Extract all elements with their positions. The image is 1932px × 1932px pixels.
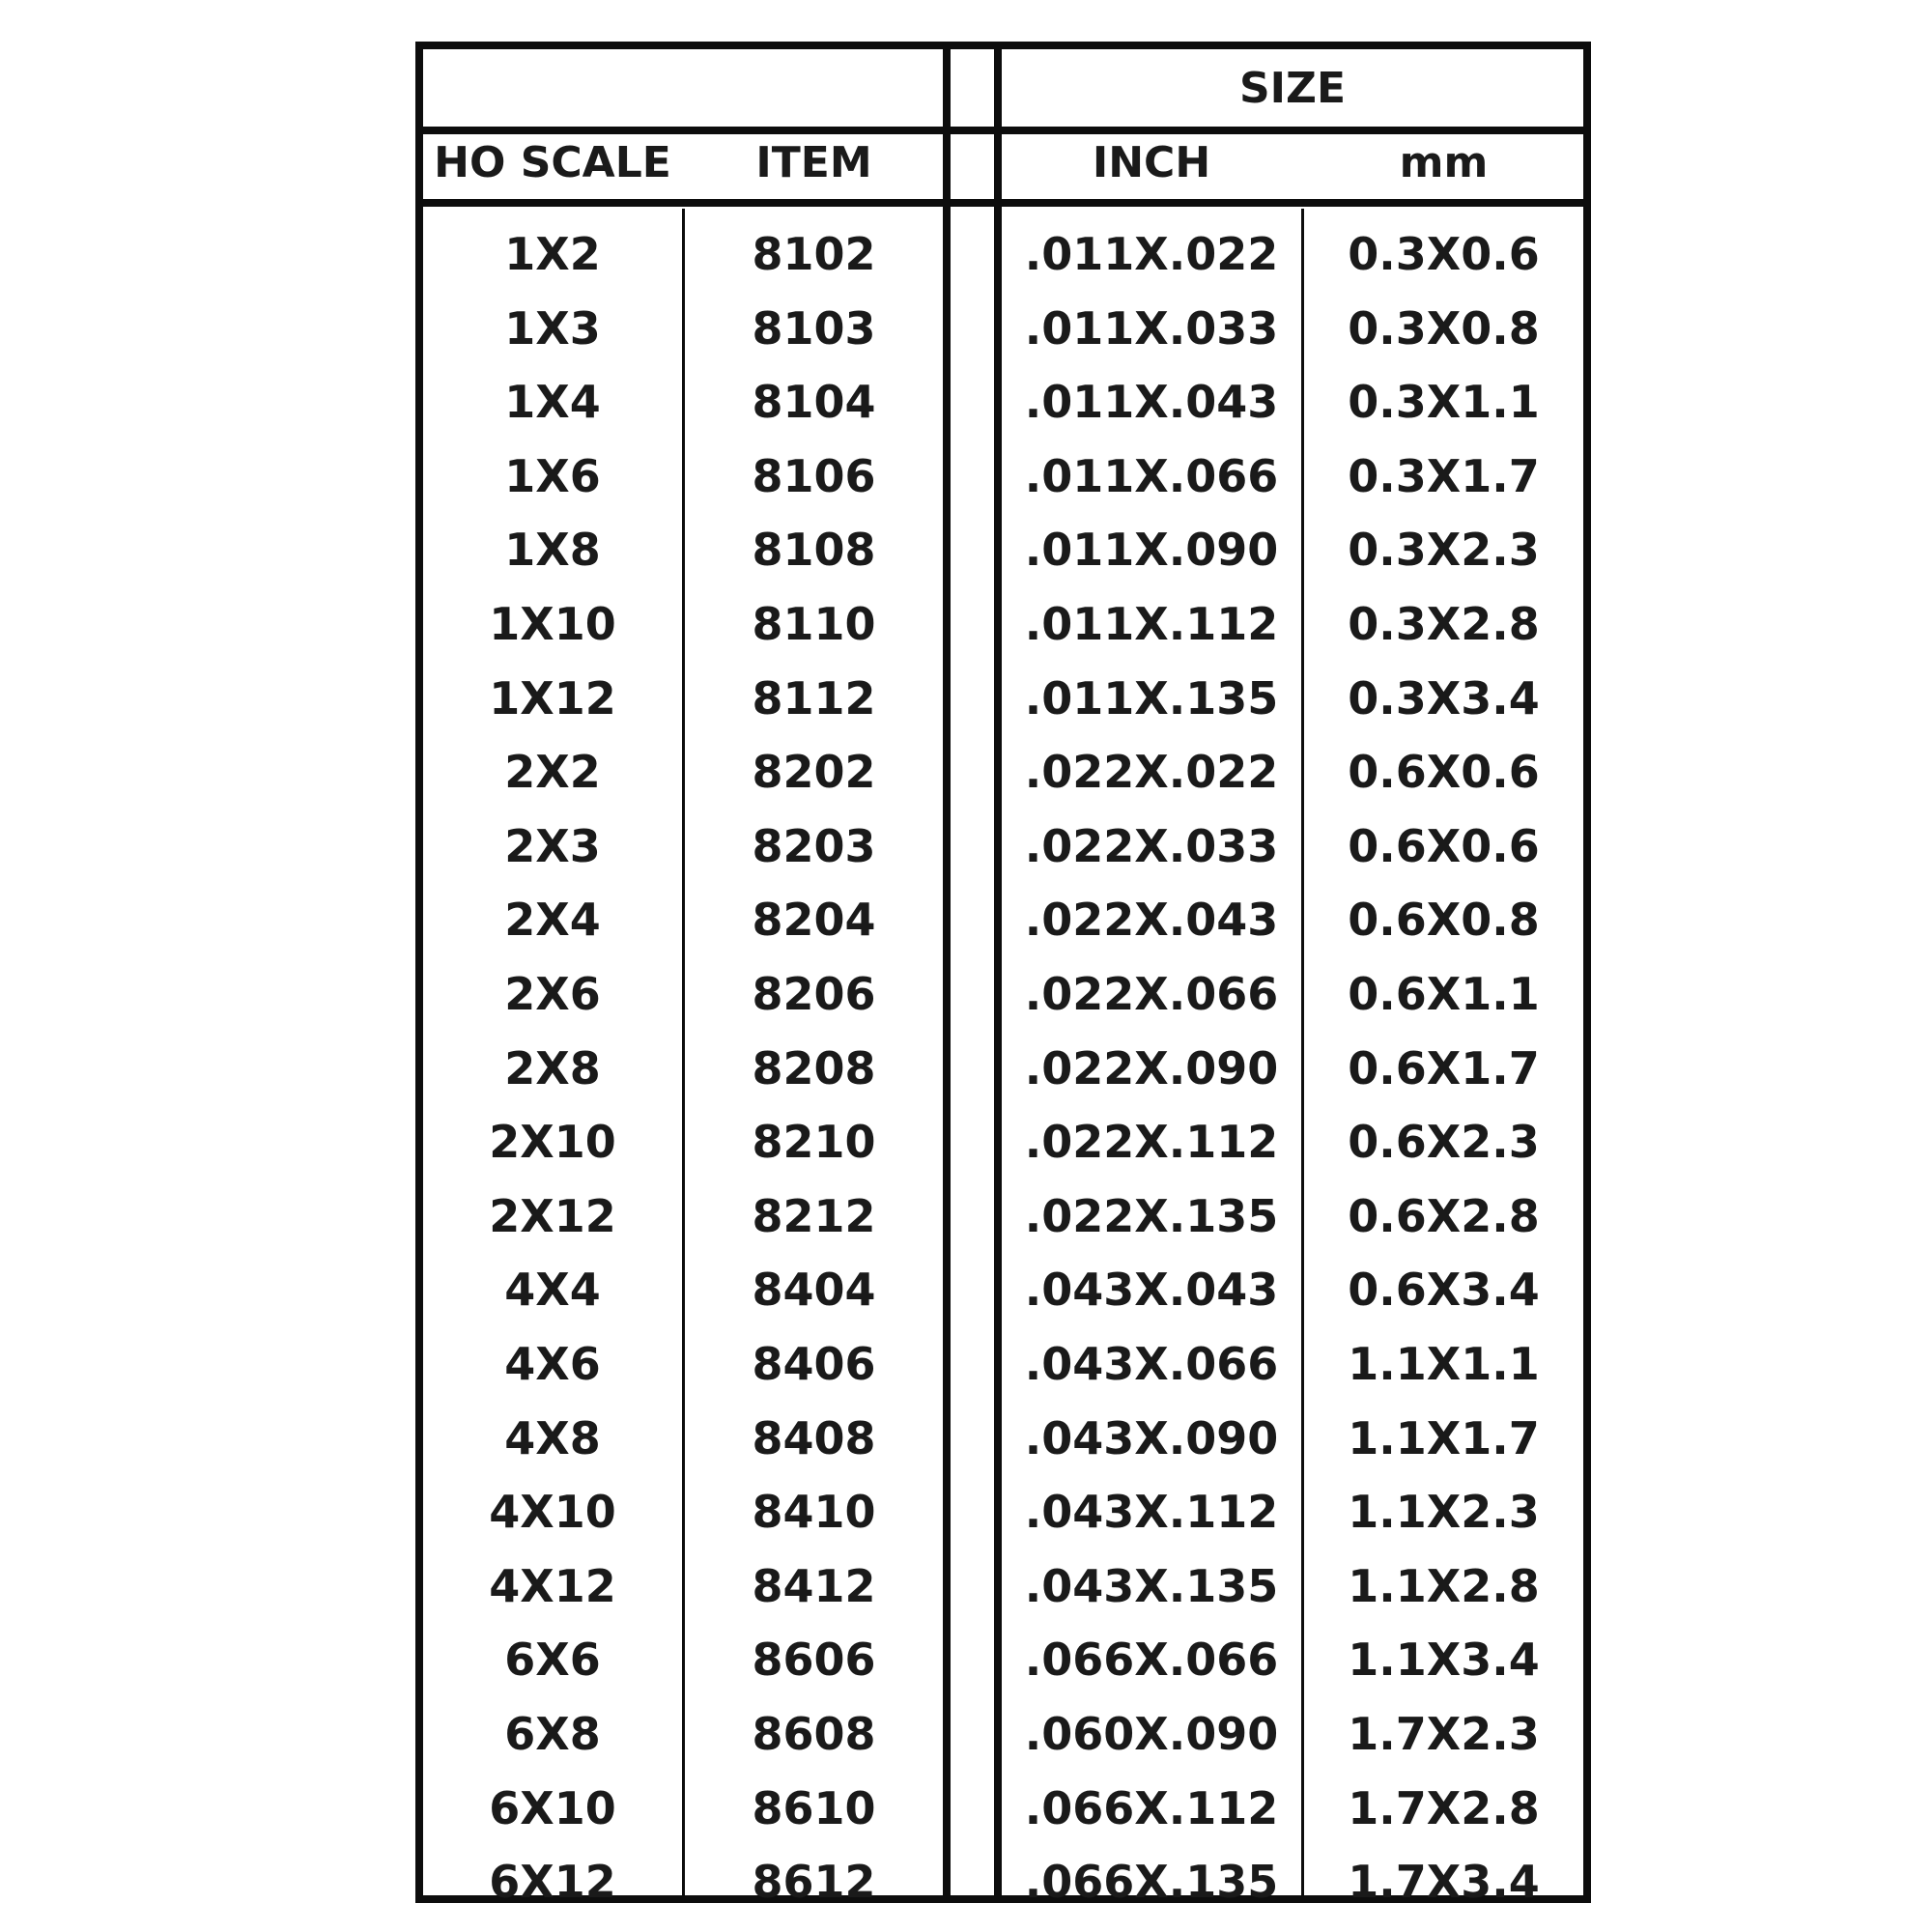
cell-mm: 0.3X2.8 xyxy=(1348,598,1540,650)
cell-item: 8406 xyxy=(752,1338,876,1390)
table-row xyxy=(423,513,1583,586)
cell-mm: 0.3X0.8 xyxy=(1348,301,1540,355)
cell-ho-scale: 6X12 xyxy=(489,1856,616,1909)
cell-item: 8208 xyxy=(752,1041,876,1094)
cell-mm: 0.3X1.7 xyxy=(1348,449,1540,502)
cell-inch: .043X.090 xyxy=(1024,1411,1279,1464)
cell-mm: 1.1X2.3 xyxy=(1348,1486,1540,1539)
cell-inch: .022X.043 xyxy=(1024,894,1279,947)
header-inch: INCH xyxy=(1092,138,1211,187)
cell-inch: .011X.066 xyxy=(1024,449,1279,502)
cell-mm: 0.3X0.6 xyxy=(1348,228,1540,280)
cell-mm: 1.1X3.4 xyxy=(1348,1634,1540,1687)
table-row xyxy=(423,1402,1583,1475)
size-table xyxy=(415,42,1591,1909)
cell-item: 8212 xyxy=(752,1189,876,1242)
cell-item: 8202 xyxy=(752,746,876,799)
header-mm: mm xyxy=(1399,138,1489,187)
cell-ho-scale: 4X8 xyxy=(504,1411,601,1464)
table-row xyxy=(423,662,1583,735)
cell-ho-scale: 4X10 xyxy=(489,1486,616,1539)
cell-item: 8612 xyxy=(752,1856,876,1909)
cell-ho-scale: 6X8 xyxy=(504,1708,601,1760)
cell-mm: 0.6X3.4 xyxy=(1348,1264,1540,1317)
table-row xyxy=(423,1032,1583,1105)
cell-ho-scale: 1X12 xyxy=(489,671,616,724)
cell-inch: .060X.090 xyxy=(1024,1708,1279,1760)
cell-item: 8104 xyxy=(752,376,876,429)
cell-inch: .011X.135 xyxy=(1024,671,1279,724)
cell-mm: 0.6X2.3 xyxy=(1348,1116,1540,1169)
table-row xyxy=(423,1697,1583,1771)
cell-inch: .043X.066 xyxy=(1024,1338,1279,1390)
cell-inch: .011X.022 xyxy=(1024,228,1279,280)
cell-item: 8410 xyxy=(752,1486,876,1539)
cell-ho-scale: 2X8 xyxy=(504,1041,601,1094)
cell-inch: .022X.112 xyxy=(1024,1116,1279,1169)
cell-inch: .043X.135 xyxy=(1024,1559,1279,1612)
table-row xyxy=(423,1623,1583,1696)
cell-inch: .022X.022 xyxy=(1024,746,1279,799)
table-row xyxy=(423,440,1583,513)
cell-ho-scale: 2X12 xyxy=(489,1189,616,1242)
cell-item: 8606 xyxy=(752,1634,876,1687)
cell-item: 8204 xyxy=(752,894,876,947)
cell-ho-scale: 2X10 xyxy=(489,1116,616,1169)
table-row xyxy=(423,292,1583,365)
table-row xyxy=(423,365,1583,439)
table-row xyxy=(423,587,1583,661)
cell-mm: 0.6X1.1 xyxy=(1348,968,1540,1020)
cell-mm: 1.1X1.7 xyxy=(1348,1411,1540,1464)
table-row xyxy=(423,810,1583,883)
cell-inch: .011X.112 xyxy=(1024,598,1279,650)
header-ho-scale: HO SCALE xyxy=(434,138,671,187)
cell-item: 8206 xyxy=(752,968,876,1020)
cell-item: 8404 xyxy=(752,1264,876,1317)
cell-ho-scale: 2X6 xyxy=(504,968,601,1020)
cell-ho-scale: 1X4 xyxy=(504,376,601,429)
table-row xyxy=(423,883,1583,956)
cell-ho-scale: 6X6 xyxy=(504,1634,601,1687)
table-row xyxy=(423,1845,1583,1918)
table-row xyxy=(423,1179,1583,1253)
cell-ho-scale: 4X6 xyxy=(504,1338,601,1390)
cell-item: 8102 xyxy=(752,228,876,280)
cell-item: 8203 xyxy=(752,819,876,872)
table-row xyxy=(423,1105,1583,1179)
cell-mm: 0.3X1.1 xyxy=(1348,376,1540,429)
cell-mm: 0.6X0.6 xyxy=(1348,746,1540,799)
cell-ho-scale: 4X12 xyxy=(489,1559,616,1612)
cell-mm: 0.6X0.8 xyxy=(1348,894,1540,947)
cell-mm: 0.6X1.7 xyxy=(1348,1041,1540,1094)
cell-mm: 0.6X0.6 xyxy=(1348,819,1540,872)
cell-mm: 1.7X2.3 xyxy=(1348,1708,1540,1760)
cell-ho-scale: 1X3 xyxy=(504,301,601,355)
cell-inch: .022X.033 xyxy=(1024,819,1279,872)
cell-ho-scale: 4X4 xyxy=(504,1264,601,1317)
cell-item: 8610 xyxy=(752,1781,876,1834)
table-row xyxy=(423,735,1583,809)
cell-inch: .011X.043 xyxy=(1024,376,1279,429)
cell-mm: 1.7X2.8 xyxy=(1348,1781,1540,1834)
cell-item: 8108 xyxy=(752,524,876,577)
table-row xyxy=(423,1549,1583,1623)
cell-ho-scale: 2X2 xyxy=(504,746,601,799)
table-row xyxy=(423,1327,1583,1401)
cell-mm: 1.1X1.1 xyxy=(1348,1338,1540,1390)
cell-inch: .022X.090 xyxy=(1024,1041,1279,1094)
cell-inch: .011X.090 xyxy=(1024,524,1279,577)
cell-item: 8112 xyxy=(752,671,876,724)
cell-inch: .043X.043 xyxy=(1024,1264,1279,1317)
cell-inch: .043X.112 xyxy=(1024,1486,1279,1539)
cell-ho-scale: 2X3 xyxy=(504,819,601,872)
cell-item: 8412 xyxy=(752,1559,876,1612)
table-row xyxy=(423,217,1583,291)
cell-inch: .022X.066 xyxy=(1024,968,1279,1020)
cell-ho-scale: 1X6 xyxy=(504,449,601,502)
cell-mm: 0.6X2.8 xyxy=(1348,1189,1540,1242)
cell-mm: 1.1X2.8 xyxy=(1348,1559,1540,1612)
cell-ho-scale: 6X10 xyxy=(489,1781,616,1834)
cell-ho-scale: 1X10 xyxy=(489,598,616,650)
table-row xyxy=(423,1475,1583,1548)
table-row xyxy=(423,1253,1583,1326)
cell-inch: .066X.066 xyxy=(1024,1634,1279,1687)
cell-ho-scale: 1X8 xyxy=(504,524,601,577)
cell-mm: 1.7X3.4 xyxy=(1348,1856,1540,1909)
cell-ho-scale: 1X2 xyxy=(504,228,601,280)
cell-mm: 0.3X2.3 xyxy=(1348,524,1540,577)
cell-inch: .022X.135 xyxy=(1024,1189,1279,1242)
cell-inch: .066X.112 xyxy=(1024,1781,1279,1834)
cell-item: 8110 xyxy=(752,598,876,650)
cell-item: 8106 xyxy=(752,449,876,502)
header-size: SIZE xyxy=(1238,64,1347,113)
cell-item: 8210 xyxy=(752,1116,876,1169)
table-row xyxy=(423,1772,1583,1845)
cell-item: 8608 xyxy=(752,1708,876,1760)
cell-item: 8103 xyxy=(752,301,876,355)
cell-ho-scale: 2X4 xyxy=(504,894,601,947)
cell-inch: .011X.033 xyxy=(1024,301,1279,355)
cell-item: 8408 xyxy=(752,1411,876,1464)
cell-mm: 0.3X3.4 xyxy=(1348,671,1540,724)
table-row xyxy=(423,957,1583,1031)
header-divider-bottom xyxy=(423,199,1583,207)
cell-inch: .066X.135 xyxy=(1024,1856,1279,1909)
header-item: ITEM xyxy=(755,138,872,187)
